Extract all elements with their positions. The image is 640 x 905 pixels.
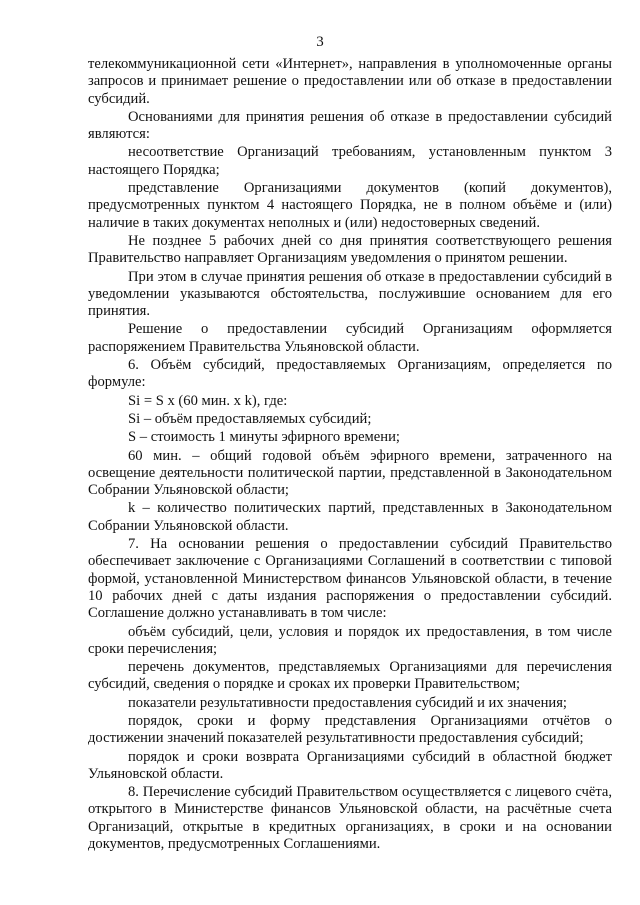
page-number: 3 <box>316 34 324 50</box>
agreement-item-3: показатели результативности предоставления субсидий и их значения; <box>128 694 567 711</box>
formula-definition-60-min: 60 мин. – общий годовой объём эфирного времени, затраченного на освещение деятельности политической партии, представленной в Законодательном Собрании Ульяновской области; <box>88 447 612 499</box>
agreement-item-5: порядок и сроки возврата Организациями субсидий в областной бюджет Ульяновской области. <box>88 748 612 782</box>
paragraph-refusal-ground-2: представление Организациями документов (копий документов), предусмотренных пунктом 4 настоящего Порядка, не в полном объёме и (или) наличие в таких документах неполных и (или) недостоверных сведений. <box>88 180 612 231</box>
formula-line: Si = S x (60 мин. x k), где: <box>128 392 288 409</box>
formula-definition-k: k – количество политических партий, представленных в Законодательном Собрании Ульяновской области. <box>88 500 612 534</box>
agreement-item-4: порядок, сроки и форму представления Организациями отчётов о достижении значений показателей результативности предоставления субсидий; <box>88 712 612 747</box>
formula-definition-si: Si – объём предоставляемых субсидий; <box>128 410 372 427</box>
paragraph-section-6: 6. Объём субсидий, предоставляемых Организациям, определяется по формуле: <box>88 357 612 391</box>
agreement-item-1: объём субсидий, цели, условия и порядок их предоставления, в том числе сроки перечисления; <box>88 623 612 657</box>
paragraph-refusal-circumstances: При этом в случае принятия решения об отказе в предоставлении субсидий в уведомлении указываются обстоятельства, послужившие основанием для его принятия. <box>88 268 612 320</box>
paragraph-decision-order: Решение о предоставлении субсидий Организациям оформляется распоряжением Правительства Ульяновской области. <box>88 321 612 355</box>
paragraph-notification-deadline: Не позднее 5 рабочих дней со дня принятия соответствующего решения Правительство направляет Организациям уведомления о принятом решении. <box>88 232 612 267</box>
paragraph-refusal-grounds-intro: Основаниями для принятия решения об отказе в предоставлении субсидий являются: <box>88 108 612 143</box>
paragraph-section-7: 7. На основании решения о предоставлении субсидий Правительство обеспечивает заключение с Организациями Соглашений в соответствии с типовой формой, установленной Министерством финансов Ульяновской области, в течение 10 рабочих дней с даты издания распоряжения о предоставлении субсидий. Соглашение должно устанавливать в том числе: <box>88 536 612 622</box>
formula-definition-s: S – стоимость 1 минуты эфирного времени; <box>128 429 400 446</box>
agreement-item-2: перечень документов, представляемых Организациями для перечисления субсидий, сведения о порядке и сроках их проверки Правительством; <box>88 659 612 693</box>
paragraph-continuation: телекоммуникационной сети «Интернет», направления в уполномоченные органы запросов и принимает решение о предоставлении или об отказе в предоставлении субсидий. <box>88 56 612 107</box>
paragraph-refusal-ground-1: несоответствие Организаций требованиям, установленным пунктом 3 настоящего Порядка; <box>88 144 612 178</box>
paragraph-section-8: 8. Перечисление субсидий Правительством осуществляется с лицевого счёта, открытого в Министерстве финансов Ульяновской области, на расчётные счета Организаций, открытые в кредитных организациях, в сроки и на основании документов, предусмотренных Соглашениями. <box>88 784 612 853</box>
document-body <box>88 56 612 853</box>
